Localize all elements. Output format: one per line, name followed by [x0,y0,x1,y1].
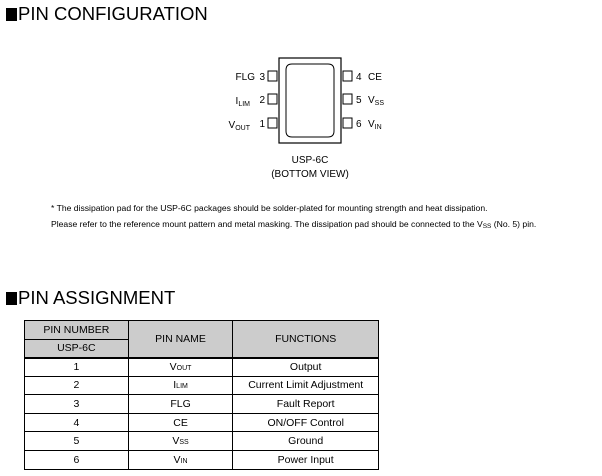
pin-number-6: 6 [356,119,362,130]
pin-pad-1 [268,118,277,128]
cell-function: Output [233,358,379,377]
pin-pad-3 [268,71,277,81]
header-functions: FUNCTIONS [233,321,379,358]
header-pin-number: PIN NUMBER [25,321,129,340]
header-package: USP-6C [25,340,129,358]
pin-name-main: CE [173,416,188,429]
pin-number-4: 4 [356,72,362,83]
cell-pin-name [128,450,233,469]
package-view: (BOTTOM VIEW) [271,169,349,180]
cell-pin-name [128,358,233,377]
table-row [25,358,379,377]
pin-label-vout: $V_{OUT}$ [228,120,250,132]
section-title-pin-assignment [6,287,175,309]
pin-pad-5 [343,94,352,104]
cell-function: Current Limit Adjustment [233,376,379,395]
package-name: USP-6C [291,155,329,166]
cell-pin-name [128,376,233,395]
section-title-text: PIN CONFIGURATION [18,3,208,24]
table-row [25,450,379,469]
pin-name-sub: SS [179,439,189,447]
cell-function: Fault Report [233,395,379,414]
pin-name-sub: LIM [176,383,188,391]
pin-label-ce: CE [368,72,382,83]
pin-number-2: 2 [259,95,265,106]
cell-pin-number: 5 [25,432,129,451]
pin-number-3: 3 [259,72,265,83]
square-bullet-icon [6,292,17,305]
cell-function: ON/OFF Control [233,413,379,432]
pin-name-main: V [173,453,181,466]
pin-label-flg: FLG [235,72,255,83]
pin-label-vss: $V_{SS}$ [368,95,385,107]
cell-pin-number: 3 [25,395,129,414]
pin-assignment-table [24,320,379,470]
pin-name-main: V [169,361,177,374]
cell-pin-number: 1 [25,358,129,377]
note-line-1: * The dissipation pad for the USP-6C packages should be solder-plated for mounting strength and heat dissipation. [51,203,488,213]
note-text: (No. 5) pin. [491,219,537,229]
pin-name-sub: OUT [176,365,192,373]
cell-function: Power Input [233,450,379,469]
cell-pin-name [128,395,233,414]
cell-pin-name [128,413,233,432]
pin-pad-6 [343,118,352,128]
note-text: Please refer to the reference mount pattern and metal masking. The dissipation pad should be connected to the V [51,219,483,229]
cell-pin-number: 4 [25,413,129,432]
pin-name-main: V [172,435,180,448]
pin-pad-2 [268,94,277,104]
table-row [25,395,379,414]
cell-pin-number: 6 [25,450,129,469]
pin-name-sub: IN [180,457,188,465]
package-diagram [0,0,602,200]
pin-label-vin: $V_{IN}$ [368,119,382,131]
package-body [279,58,341,143]
cell-function: Ground [233,432,379,451]
pin-label-ilim: $I_{LIM}$ [235,96,250,108]
cell-pin-number: 2 [25,376,129,395]
table-row [25,376,379,395]
note-line-2 [51,219,536,232]
table-row [25,432,379,451]
pin-name-main: FLG [170,397,191,410]
pin-number-1: 1 [259,119,265,130]
header-pin-name: PIN NAME [128,321,233,358]
section-title-text: PIN ASSIGNMENT [18,287,176,308]
pin-pad-4 [343,71,352,81]
dissipation-pad [286,64,334,137]
cell-pin-name [128,432,233,451]
pin-name-main: I [173,379,177,392]
note-subscript: SS [482,223,492,230]
table-row [25,413,379,432]
pin-number-5: 5 [356,95,362,106]
